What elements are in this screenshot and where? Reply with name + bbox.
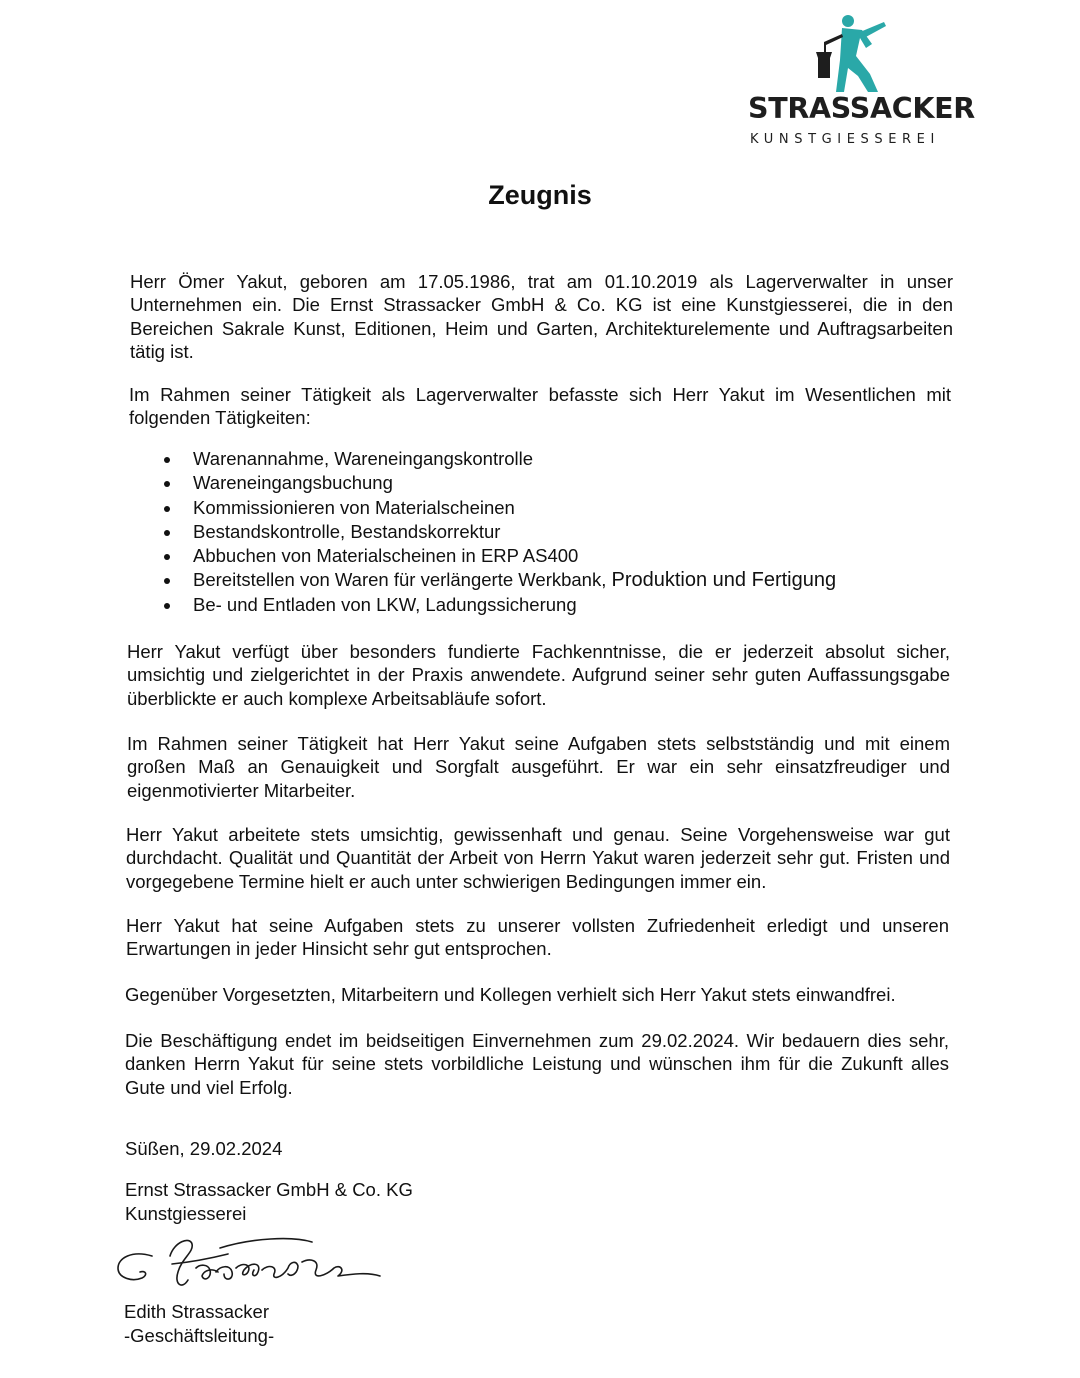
list-item [130,568,930,592]
handwritten-signature [112,1228,392,1306]
duties-list [130,447,930,617]
list-item: Abbuchen von Materialscheinen in ERP AS400 [130,544,930,568]
list-item-text-larger: Produktion und Fertigung [611,569,837,592]
list-item-text: Bereitstellen von Waren für verlängerte Werkbank, [193,569,612,591]
list-item: Warenannahme, Wareneingangskontrolle [130,447,930,471]
quality-paragraph: Herr Yakut arbeitete stets umsichtig, gewissenhaft und genau. Seine Vorgehensweise war gut durchdacht. Qualität und Quantität der Arbeit von Herrn Yakut waren jederzeit sehr gut. Fristen und vorgegebene Termine hielt er auch unter schwierigen Bedingungen immer ein. [126,824,950,892]
list-item: Be- und Entladen von LKW, Ladungssicherung [130,593,930,617]
logo-subtitle: KUNSTGIESSEREI [750,132,940,147]
foundry-worker-pouring-icon [812,12,892,94]
signer-name: Edith Strassacker [124,1301,269,1322]
work-style-paragraph: Im Rahmen seiner Tätigkeit hat Herr Yakut seine Aufgaben stets selbstständig und mit einem großen Maß an Genauigkeit und Sorgfalt ausgeführt. Er war ein sehr einsatzfreudiger und eigenmotivierter Mitarbeiter. [127,733,950,801]
logo-wordmark: STRASSACKER [748,92,975,125]
conduct-paragraph: Gegenüber Vorgesetzten, Mitarbeitern und Kollegen verhielt sich Herr Yakut stets einwandfrei. [125,984,896,1005]
intro-paragraph: Herr Ömer Yakut, geboren am 17.05.1986, trat am 01.10.2019 als Lagerverwalter in unser Unternehmen ein. Die Ernst Strassacker GmbH & Co. KG ist eine Kunstgiesserei, die in den Bereichen Sakrale Kunst, Editionen, Heim und Garten, Architekturelemente und Auftragsarbeiten tätig ist. [130,271,953,362]
document-title: Zeugnis [488,180,592,210]
duties-intro-paragraph: Im Rahmen seiner Tätigkeit als Lagerverwalter befasste sich Herr Yakut im Wesentlichen mit folgenden Tätigkeiten: [129,384,951,429]
company-name: Ernst Strassacker GmbH & Co. KG [125,1179,413,1200]
satisfaction-paragraph: Herr Yakut hat seine Aufgaben stets zu unserer vollsten Zufriedenheit erledigt und unseren Erwartungen in jeder Hinsicht sehr gut entsprochen. [126,915,949,960]
list-item: Kommissionieren von Materialscheinen [130,496,930,520]
place-date: Süßen, 29.02.2024 [125,1138,283,1159]
company-logo [742,8,975,148]
signer-role: -Geschäftsleitung- [124,1325,275,1346]
closing-paragraph: Die Beschäftigung endet im beidseitigen Einvernehmen zum 29.02.2024. Wir bedauern dies sehr, danken Herrn Yakut für seine stets vorbildliche Leistung und wünschen ihm für die Zukunft alles Gute und viel Erfolg. [125,1030,949,1098]
list-item: Wareneingangsbuchung [130,471,930,495]
knowledge-paragraph: Herr Yakut verfügt über besonders fundierte Fachkenntnisse, die er jederzeit absolut sicher, umsichtig und zielgerichtet in der Praxis anwendete. Aufgrund seiner sehr guten Auffassungsgabe überblickte er auch komplexe Arbeitsabläufe sofort. [127,641,950,709]
company-subtitle: Kunstgiesserei [125,1203,247,1224]
list-item: Bestandskontrolle, Bestandskorrektur [130,520,930,544]
